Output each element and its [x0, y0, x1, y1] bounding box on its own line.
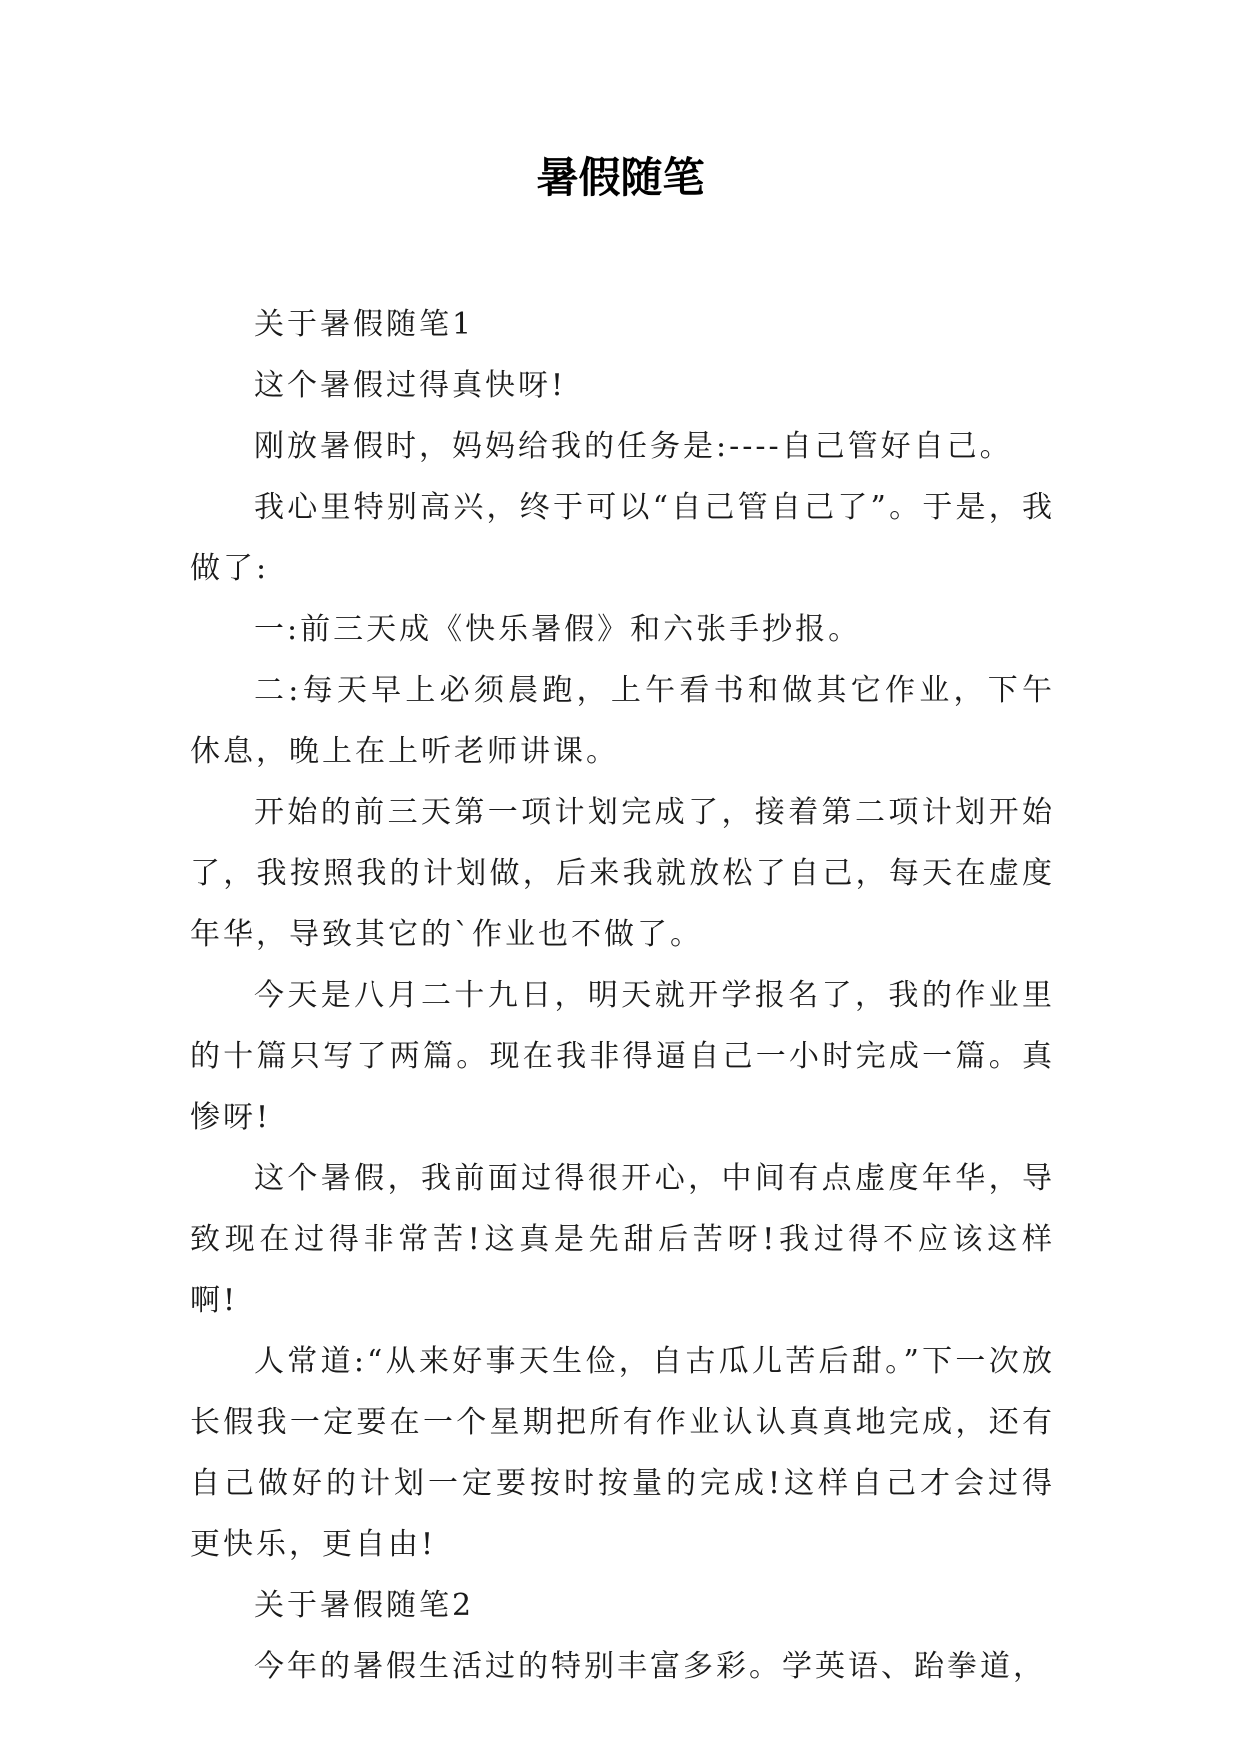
paragraph: 今年的暑假生活过的特别丰富多彩。学英语、跆拳道，: [254, 1649, 1046, 1684]
section-heading: 关于暑假随笔1: [254, 307, 475, 342]
paragraph: 人常道:“从来好事天生俭，自古瓜儿苦后甜。”下一次放长假我一定要在一个星期把所有作业认认真真地完成，还有自己做好的计划一定要按时按量的完成!这样自己才会过得更快乐，更自由!: [190, 1344, 1055, 1562]
paragraph: 这个暑假，我前面过得很开心，中间有点虚度年华，导致现在过得非常苦!这真是先甜后苦呀!我过得不应该这样啊!: [190, 1161, 1055, 1318]
document-body: [190, 294, 1055, 1697]
paragraph: 开始的前三天第一项计划完成了，接着第二项计划开始了，我按照我的计划做，后来我就放松了自己，每天在虚度年华，导致其它的`作业也不做了。: [190, 795, 1055, 952]
paragraph: 今天是八月二十九日，明天就开学报名了，我的作业里的十篇只写了两篇。现在我非得逼自己一小时完成一篇。真惨呀!: [190, 978, 1055, 1135]
paragraph: 我心里特别高兴，终于可以“自己管自己了”。于是，我做了:: [190, 490, 1055, 586]
paragraph: 二:每天早上必须晨跑，上午看书和做其它作业，下午休息，晚上在上听老师讲课。: [190, 673, 1055, 769]
paragraph: 一:前三天成《快乐暑假》和六张手抄报。: [254, 612, 862, 647]
paragraph: 刚放暑假时，妈妈给我的任务是:----自己管好自己。: [254, 429, 1013, 464]
document-title: 暑假随笔: [536, 153, 705, 202]
paragraph: 这个暑假过得真快呀!: [254, 368, 567, 403]
section-heading: 关于暑假随笔2: [254, 1588, 475, 1623]
